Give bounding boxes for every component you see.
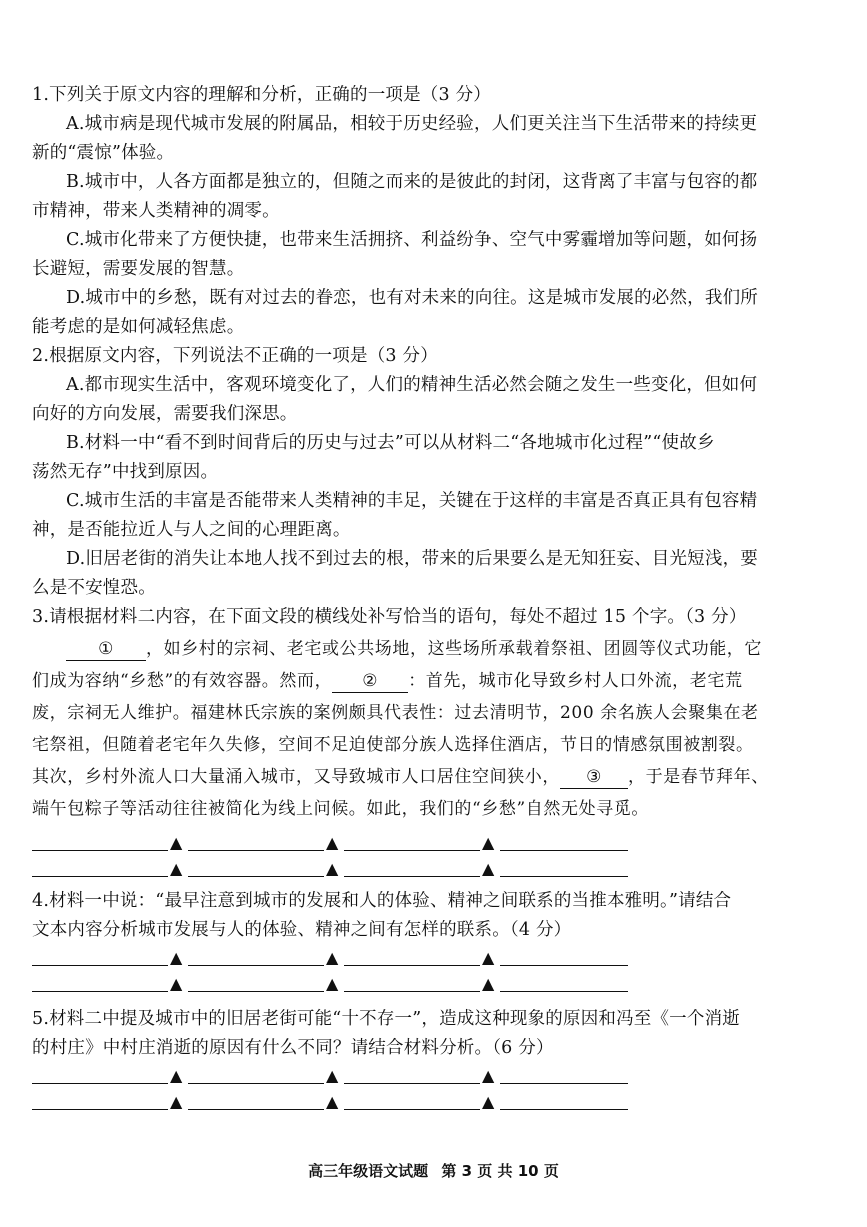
- answer-underline: [188, 979, 324, 992]
- answer-underline: [32, 1097, 168, 1110]
- q4-stem-line2: 文本内容分析城市发展与人的体验、精神之间有怎样的联系。（4 分）: [32, 920, 572, 940]
- answer-underline: [344, 1071, 480, 1084]
- answer-underline: [32, 838, 168, 851]
- answer-underline: [344, 953, 480, 966]
- q3-passage-text: 们成为容纳“乡愁”的有效容器。然而，: [32, 671, 333, 691]
- q3-passage-line5: [32, 766, 832, 789]
- q2-stem: 2.根据原文内容，下列说法不正确的一项是（3 分）: [32, 346, 438, 366]
- answer-underline: [500, 1097, 628, 1110]
- triangle-marker-icon: ▲: [170, 1066, 183, 1085]
- triangle-marker-icon: ▲: [170, 1092, 183, 1111]
- q3-passage-text: 其次，乡村外流人口大量涌入城市，又导致城市人口居住空间狭小，: [32, 767, 560, 787]
- answer-underline: [500, 838, 628, 851]
- q1-option-c-line1: C.城市化带来了方便快捷，也带来生活拥挤、利益纷争、空气中雾霾增加等问题，如何扬: [66, 230, 758, 250]
- q3-answer-line-1[interactable]: [32, 833, 632, 860]
- q3-blank-3[interactable]: ③: [560, 766, 628, 789]
- q4-stem-line1: 4.材料一中说：“最早注意到城市的发展和人的体验、精神之间联系的当推本雅明。”请结合: [32, 891, 732, 911]
- q1-option-d-line1: D.城市中的乡愁，既有对过去的眷恋，也有对未来的向往。这是城市发展的必然，我们所: [66, 288, 758, 308]
- q1-option-b-line2: 市精神，带来人类精神的凋零。: [32, 201, 280, 221]
- answer-underline: [344, 979, 480, 992]
- q3-stem: 3.请根据材料二内容，在下面文段的横线处补写恰当的语句，每处不超过 15 个字。（3 分）: [32, 607, 747, 627]
- answer-underline: [344, 864, 480, 877]
- triangle-marker-icon: ▲: [170, 833, 183, 852]
- triangle-marker-icon: ▲: [482, 948, 495, 967]
- triangle-marker-icon: ▲: [170, 859, 183, 878]
- q3-passage-line4: 宅祭祖，但随着老宅年久失修，空间不足迫使部分族人选择住酒店，节日的情感氛围被割裂。: [32, 735, 754, 755]
- answer-underline: [188, 1097, 324, 1110]
- q2-option-b-line1: B.材料一中“看不到时间背后的历史与过去”可以从材料二“各地城市化过程”“使故乡: [66, 433, 715, 453]
- q3-blank-1[interactable]: ①: [66, 638, 146, 661]
- triangle-marker-icon: ▲: [326, 948, 339, 967]
- q1-option-b-line1: B.城市中，人各方面都是独立的，但随之而来的是彼此的封闭，这背离了丰富与包容的都: [66, 172, 758, 192]
- q2-option-a-line2: 向好的方向发展，需要我们深思。: [32, 404, 298, 424]
- triangle-marker-icon: ▲: [326, 1066, 339, 1085]
- triangle-marker-icon: ▲: [326, 833, 339, 852]
- q3-passage-text: ，于是春节拜年、: [628, 767, 769, 787]
- q3-passage-line1: [66, 638, 832, 661]
- q1-option-c-line2: 长避短，需要发展的智慧。: [32, 259, 245, 279]
- answer-underline: [188, 1071, 324, 1084]
- q1-option-d-line2: 能考虑的是如何减轻焦虑。: [32, 317, 245, 337]
- triangle-marker-icon: ▲: [482, 859, 495, 878]
- triangle-marker-icon: ▲: [170, 974, 183, 993]
- q5-answer-line-1[interactable]: [32, 1066, 632, 1093]
- q3-passage-line6: 端午包粽子等活动往往被简化为线上问候。如此，我们的“乡愁”自然无处寻觅。: [32, 799, 649, 819]
- answer-underline: [500, 1071, 628, 1084]
- q4-answer-line-1[interactable]: [32, 948, 632, 975]
- answer-underline: [188, 864, 324, 877]
- q3-blank-2[interactable]: ②: [332, 670, 408, 693]
- q2-option-a-line1: A.都市现实生活中，客观环境变化了，人们的精神生活必然会随之发生一些变化，但如何: [66, 375, 758, 395]
- q3-passage-text: ，如乡村的宗祠、老宅或公共场地，这些场所承载着祭祖、团圆等仪式功能，它: [146, 639, 762, 659]
- triangle-marker-icon: ▲: [482, 833, 495, 852]
- q2-option-d-line1: D.旧居老街的消失让本地人找不到过去的根，带来的后果要么是无知狂妄、目光短浅，要: [66, 549, 758, 569]
- q3-passage-text: ：首先，城市化导致乡村人口外流，老宅荒: [408, 671, 743, 691]
- exam-title: 高三年级语文试题: [308, 1162, 429, 1180]
- q5-stem-line2: 的村庄》中村庄消逝的原因有什么不同？请结合材料分析。（6 分）: [32, 1038, 554, 1058]
- triangle-marker-icon: ▲: [170, 948, 183, 967]
- triangle-marker-icon: ▲: [482, 974, 495, 993]
- answer-underline: [32, 979, 168, 992]
- q1-stem: 1.下列关于原文内容的理解和分析，正确的一项是（3 分）: [32, 85, 491, 105]
- triangle-marker-icon: ▲: [326, 859, 339, 878]
- q3-answer-line-2[interactable]: [32, 859, 632, 886]
- q4-answer-line-2[interactable]: [32, 974, 632, 1001]
- answer-underline: [32, 1071, 168, 1084]
- q5-stem-line1: 5.材料二中提及城市中的旧居老街可能“十不存一”，造成这种现象的原因和冯至《一个消逝: [32, 1009, 740, 1029]
- q1-option-a-line2: 新的“震惊”体验。: [32, 143, 175, 163]
- answer-underline: [500, 864, 628, 877]
- q2-option-b-line2: 荡然无存”中找到原因。: [32, 462, 219, 482]
- q3-passage-line2: [32, 670, 832, 693]
- answer-underline: [344, 1097, 480, 1110]
- q3-passage-line3: 废，宗祠无人维护。福建林氏宗族的案例颇具代表性：过去清明节，200 余名族人会聚集在老: [32, 703, 759, 723]
- page-footer: [0, 1160, 867, 1181]
- q2-option-d-line2: 么是不安惶恐。: [32, 578, 156, 598]
- q5-answer-line-2[interactable]: [32, 1092, 632, 1119]
- page-number: 第 3 页 共 10 页: [441, 1162, 559, 1180]
- answer-underline: [344, 838, 480, 851]
- triangle-marker-icon: ▲: [482, 1092, 495, 1111]
- triangle-marker-icon: ▲: [482, 1066, 495, 1085]
- q1-option-a-line1: A.城市病是现代城市发展的附属品，相较于历史经验，人们更关注当下生活带来的持续更: [66, 114, 758, 134]
- answer-underline: [500, 953, 628, 966]
- answer-underline: [500, 979, 628, 992]
- triangle-marker-icon: ▲: [326, 1092, 339, 1111]
- q2-option-c-line1: C.城市生活的丰富是否能带来人类精神的丰足，关键在于这样的丰富是否真正具有包容精: [66, 491, 758, 511]
- answer-underline: [188, 953, 324, 966]
- answer-underline: [32, 953, 168, 966]
- answer-underline: [32, 864, 168, 877]
- triangle-marker-icon: ▲: [326, 974, 339, 993]
- answer-underline: [188, 838, 324, 851]
- q2-option-c-line2: 神，是否能拉近人与人之间的心理距离。: [32, 520, 351, 540]
